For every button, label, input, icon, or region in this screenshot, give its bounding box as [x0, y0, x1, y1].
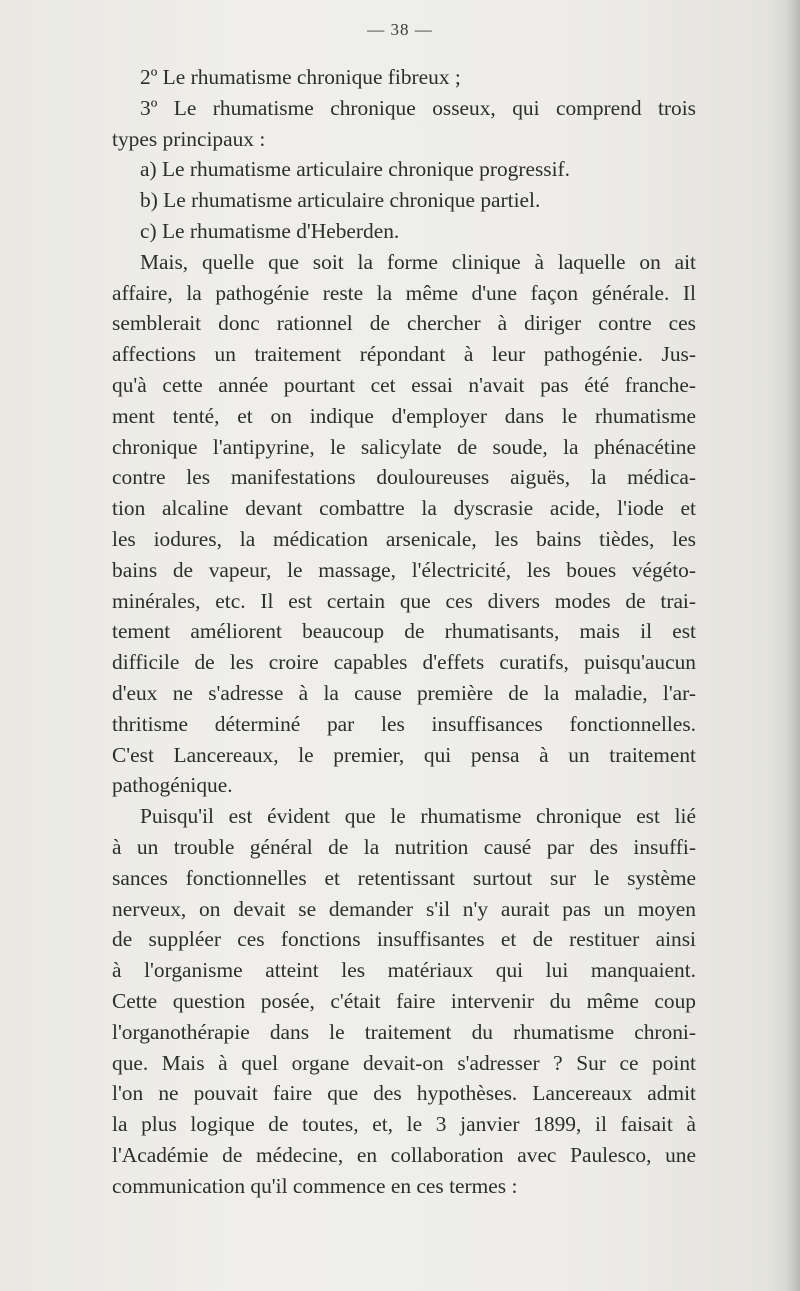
text-line: types principaux :: [112, 126, 266, 151]
text-line: semblerait donc rationnel de chercher à diriger contre ces: [112, 311, 696, 336]
text-line: difficile de les croire capables d'effets curatifs, puisqu'aucun: [112, 650, 696, 675]
text-line: l'Académie de médecine, en collaboration avec Paulesco, une: [112, 1142, 696, 1167]
text-line: affections un traitement répondant à leur pathogénie. Jus-: [112, 342, 696, 367]
page-number: — 38 —: [367, 20, 433, 39]
text-line: l'organothérapie dans le traitement du rhumatisme chroni-: [112, 1019, 696, 1044]
text-line: 3º Le rhumatisme chronique osseux, qui comprend trois: [140, 95, 696, 120]
text-line: que. Mais à quel organe devait-on s'adresser ? Sur ce point: [112, 1050, 696, 1075]
text-line: nerveux, on devait se demander s'il n'y aurait pas un moyen: [112, 896, 696, 921]
text-line: 2º Le rhumatisme chronique fibreux ;: [140, 65, 461, 89]
paper-speck: [455, 1155, 457, 1157]
text-line: communication qu'il commence en ces termes :: [112, 1173, 518, 1198]
text-line: les iodures, la médication arsenicale, les bains tièdes, les: [112, 526, 696, 551]
text-line: qu'à cette année pourtant cet essai n'avait pas été franche-: [112, 372, 696, 397]
text-line: pathogénique.: [112, 773, 233, 798]
text-line: tement améliorent beaucoup de rhumatisants, mais il est: [112, 619, 696, 644]
text-line: a) Le rhumatisme articulaire chronique progressif.: [140, 157, 571, 182]
page-edge-shadow: [786, 0, 800, 1291]
text-line: C'est Lancereaux, le premier, qui pensa à un traitement: [112, 742, 696, 767]
text-line: sances fonctionnelles et retentissant surtout sur le système: [112, 865, 696, 890]
text-line: chronique l'antipyrine, le salicylate de soude, la phénacétine: [112, 434, 696, 459]
text-line: contre les manifestations douloureuses aiguës, la médica-: [112, 465, 696, 490]
text-line: ment tenté, et on indique d'employer dans le rhumatisme: [112, 403, 696, 428]
text-line: Mais, quelle que soit la forme clinique à laquelle on ait: [140, 249, 696, 274]
text-line: Puisqu'il est évident que le rhumatisme chronique est lié: [140, 804, 696, 829]
text-line: bains de vapeur, le massage, l'électricité, les boues végéto-: [112, 557, 696, 582]
paper-speck: [604, 688, 607, 691]
text-line: b) Le rhumatisme articulaire chronique partiel.: [140, 188, 541, 213]
text-line: de suppléer ces fonctions insuffisantes et de restituer ainsi: [112, 927, 696, 952]
text-line: minérales, etc. Il est certain que ces divers modes de trai-: [112, 588, 696, 613]
paper-speck: [590, 659, 593, 662]
text-line: la plus logique de toutes, et, le 3 janvier 1899, il faisait à: [112, 1112, 696, 1137]
text-line: c) Le rhumatisme d'Heberden.: [140, 218, 400, 243]
text-line: affaire, la pathogénie reste la même d'une façon générale. Il: [112, 280, 696, 305]
text-line: l'on ne pouvait faire que des hypothèses. Lancereaux admit: [112, 1081, 696, 1106]
text-line: tion alcaline devant combattre la dyscrasie acide, l'iode et: [112, 496, 696, 521]
body-text: [112, 62, 696, 1201]
text-line: à l'organisme atteint les matériaux qui lui manquaient.: [112, 958, 696, 983]
text-line: d'eux ne s'adresse à la cause première de la maladie, l'ar-: [112, 680, 696, 705]
text-line: à un trouble général de la nutrition causé par des insuffi-: [112, 834, 696, 859]
text-line: thritisme déterminé par les insuffisances fonctionnelles.: [112, 711, 696, 736]
text-line: Cette question posée, c'était faire intervenir du même coup: [112, 988, 696, 1013]
